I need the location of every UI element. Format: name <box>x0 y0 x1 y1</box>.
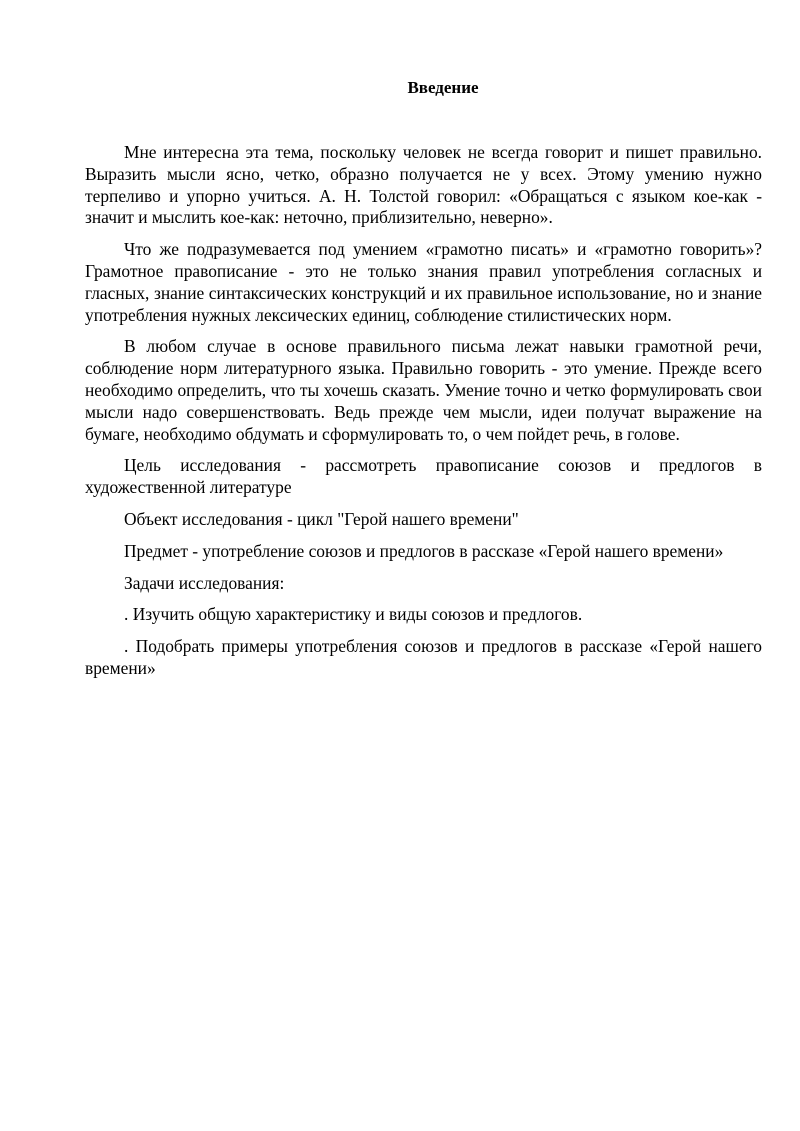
paragraph-intro: Мне интересна эта тема, поскольку человек не всегда говорит и пишет правильно. Выразить мысли ясно, четко, образно получается не у всех. Этому умению нужно терпеливо и упорно учиться. А. Н. Толстой говорил: «Обращаться с языком кое-как - значит и мыслить кое-как: неточно, приблизительно, неверно». <box>85 142 762 228</box>
document-title: Введение <box>407 78 479 97</box>
paragraph-task-1: . Изучить общую характеристику и виды союзов и предлогов. <box>124 604 583 625</box>
paragraph-literacy: Что же подразумевается под умением «грамотно писать» и «грамотно говорить»? Грамотное правописание - это не только знания правил употребления согласных и гласных, знание синтаксических конструкций и их правильное использование, но и знание употребления нужных лексических единиц, соблюдение стилистических норм. <box>85 239 762 325</box>
document-page <box>124 77 762 99</box>
paragraph-goal: Цель исследования - рассмотреть правописание союзов и предлогов в художественной литературе <box>85 455 762 498</box>
paragraph-subject: Предмет - употребление союзов и предлогов в рассказе «Герой нашего времени» <box>124 540 724 561</box>
paragraph-tasks-heading: Задачи исследования: <box>124 572 285 593</box>
paragraph-object: Объект исследования - цикл "Герой нашего времени" <box>124 508 519 529</box>
paragraph-speech: В любом случае в основе правильного письма лежат навыки грамотной речи, соблюдение норм литературного языка. Правильно говорить - это умение. Прежде всего необходимо определить, что ты хочешь сказать. Умение точно и четко формулировать свои мысли надо совершенствовать. Ведь прежде чем мысли, идеи получат выражение на бумаге, необходимо обдумать и сформулировать то, о чем пойдет речь, в голове. <box>85 336 762 444</box>
document-body <box>85 142 762 690</box>
paragraph-task-2: . Подобрать примеры употребления союзов и предлогов в рассказе «Герой нашего времени» <box>85 636 762 678</box>
